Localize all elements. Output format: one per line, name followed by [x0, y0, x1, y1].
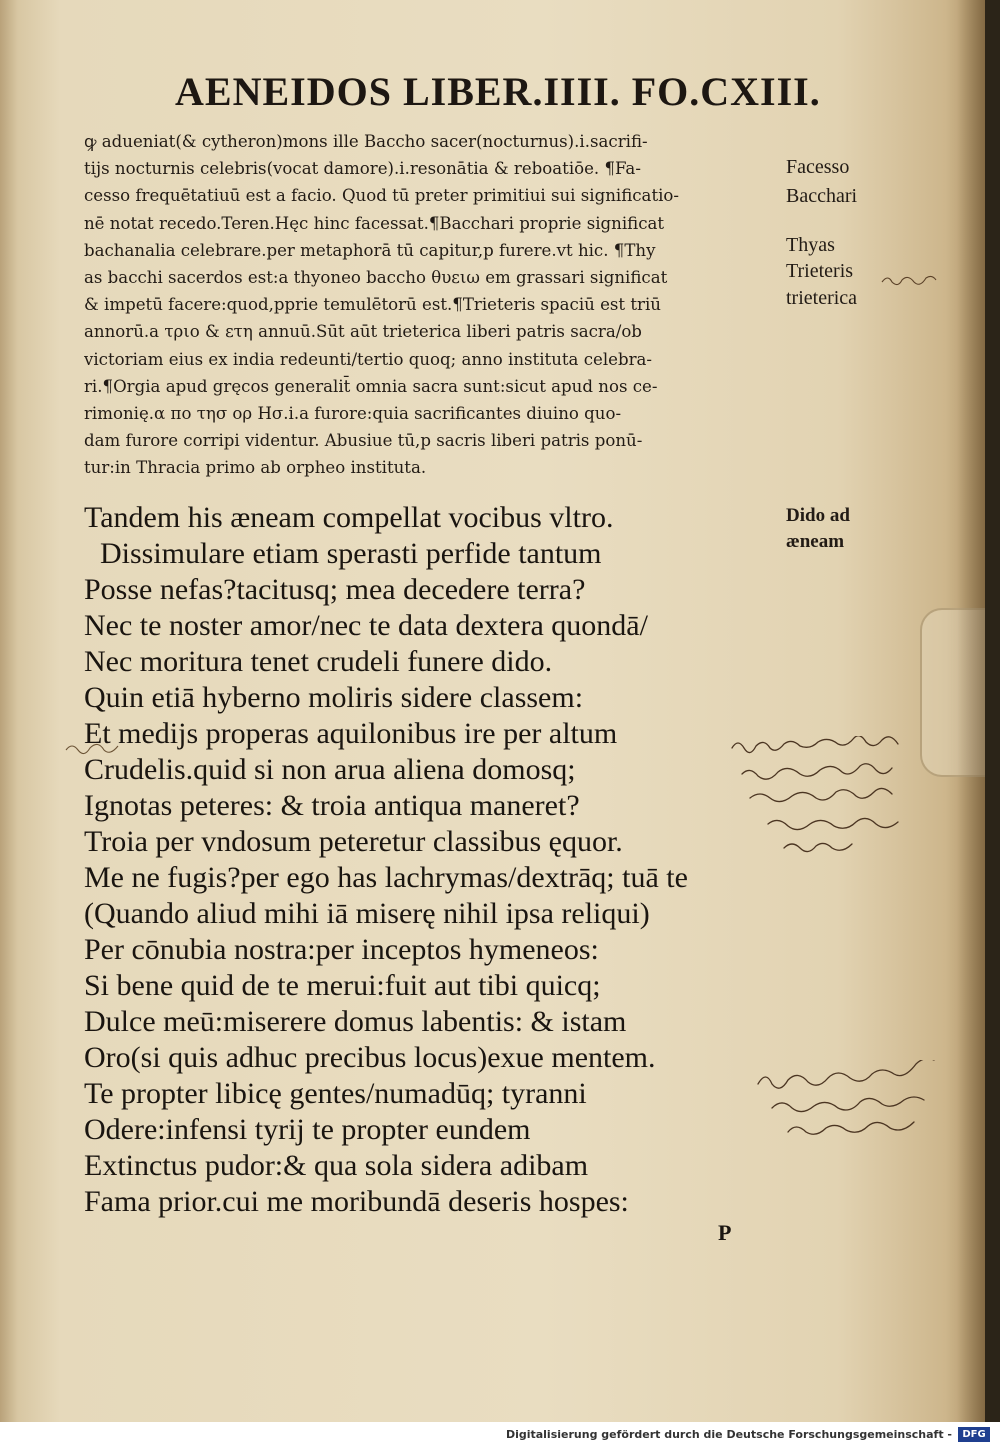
- signature-mark: P: [718, 1220, 732, 1245]
- verse-line: Odere:infensi tyrij te propter eundem: [84, 1113, 531, 1146]
- verse-line: Posse nefas?tacitusq; mea decedere terra?: [84, 573, 586, 606]
- verse-line: Oro(si quis adhuc precibus locus)exue mentem.: [84, 1041, 656, 1074]
- handwritten-note-2: [752, 1060, 972, 1140]
- sidenote-trieteris: Trieteris: [786, 260, 854, 282]
- verse-line: (Quando aliud mihi iā miserę nihil ipsa reliqui): [84, 897, 650, 930]
- commentary-line: dam furore corripi videntur. Abusiue tū,p sacris liberi patris ponū-: [84, 431, 643, 451]
- sidenote-dido: Dido ad: [786, 505, 850, 526]
- verse-line: Me ne fugis?per ego has lachrymas/dextrāq; tuā te: [84, 861, 688, 894]
- commentary-line: victoriam eius ex india redeunti/tertio quoq; anno instituta celebra-: [84, 349, 653, 369]
- verse-line: Et medijs properas aquilonibus ire per altum: [84, 717, 618, 750]
- sidenote-bacchari: Bacchari: [786, 185, 858, 207]
- running-head: AENEIDOS LIBER.IIII. FO.CXIII.: [175, 69, 821, 114]
- verse-line: Ignotas peteres: & troia antiqua maneret?: [84, 789, 580, 822]
- sidenote-trieterica: trieterica: [786, 287, 858, 309]
- commentary-block: [84, 128, 774, 481]
- commentary-line: bachanalia celebrare.per metaphorā tū capitur,p furere.vt hic. ¶Thy: [84, 240, 656, 260]
- verse-line: Nec te noster amor/nec te data dextera quondā/: [84, 609, 648, 642]
- verse-line: Troia per vndosum peteretur classibus ęquor.: [84, 825, 623, 858]
- funding-credit: Digitalisierung gefördert durch die Deutsche Forschungsgemeinschaft -: [505, 1428, 952, 1441]
- verse-line: Nec moritura tenet crudeli funere dido.: [84, 645, 553, 678]
- commentary-line: annorū.a τριο & ετη annuū.Sūt aūt trieterica liberi patris sacra/ob: [84, 322, 642, 342]
- commentary-line: cesso frequētatiuū est a facio. Quod tū preter primitiui sui significatio-: [84, 186, 680, 206]
- sidenote-facesso: Facesso: [786, 156, 850, 178]
- handwritten-marginal-mark: [62, 738, 132, 762]
- verse-line: Per cōnubia nostra:per inceptos hymeneos:: [84, 933, 599, 966]
- verse-line: Dissimulare etiam sperasti perfide tantum: [100, 537, 602, 570]
- commentary-line: & impetū facere:quod,pprie temulētorū est.¶Trieteris spaciū est triū: [84, 295, 661, 315]
- verse-block: [84, 500, 794, 1220]
- verse-line: Crudelis.quid si non arua aliena domosq;: [84, 753, 576, 786]
- verse-line: Quin etiā hyberno moliris sidere classem:: [84, 681, 584, 714]
- commentary-line: tur:in Thracia primo ab orpheo instituta.: [84, 458, 427, 478]
- commentary-line: tijs nocturnis celebris(vocat damore).i.resonātia & reboatiōe. ¶Fa-: [84, 159, 641, 179]
- handwritten-note-1: [728, 736, 968, 866]
- verse-line: Te propter libicę gentes/numadūq; tyranni: [84, 1077, 587, 1110]
- commentary-line: ri.¶Orgia apud gręcos generalit̄ omnia sacra sunt:sicut apud nos ce-: [84, 376, 658, 396]
- sidenote-aeneam: æneam: [786, 531, 845, 552]
- commentary-line: rimonię.α πο τησ ορ Ησ.i.a furore:quia sacrificantes diuino quo-: [84, 403, 622, 423]
- verse-line: Si bene quid de te merui:fuit aut tibi quicq;: [84, 969, 601, 1002]
- dfg-logo: DFG: [958, 1427, 990, 1442]
- verse-line: Dulce meū:miserere domus labentis: & istam: [84, 1005, 627, 1038]
- handwritten-sidenote-mark: [880, 268, 940, 292]
- commentary-line: nē notat recedo.Teren.Hęc hinc facessat.¶Bacchari proprie significat: [84, 213, 665, 233]
- verse-line: Fama prior.cui me moribundā deseris hospes:: [84, 1185, 629, 1218]
- verse-line: Tandem his æneam compellat vocibus vltro.: [84, 501, 614, 534]
- footer-bar: [0, 1422, 1000, 1449]
- commentary-line: ꝙ adueniat(& cytheron)mons ille Baccho sacer(nocturnus).i.sacrifi-: [84, 132, 648, 151]
- verse-line: Extinctus pudor:& qua sola sidera adibam: [84, 1149, 589, 1182]
- sidenote-thyas: Thyas: [786, 234, 835, 256]
- commentary-line: as bacchi sacerdos est:a thyoneo baccho θυειω em grassari significat: [84, 267, 668, 287]
